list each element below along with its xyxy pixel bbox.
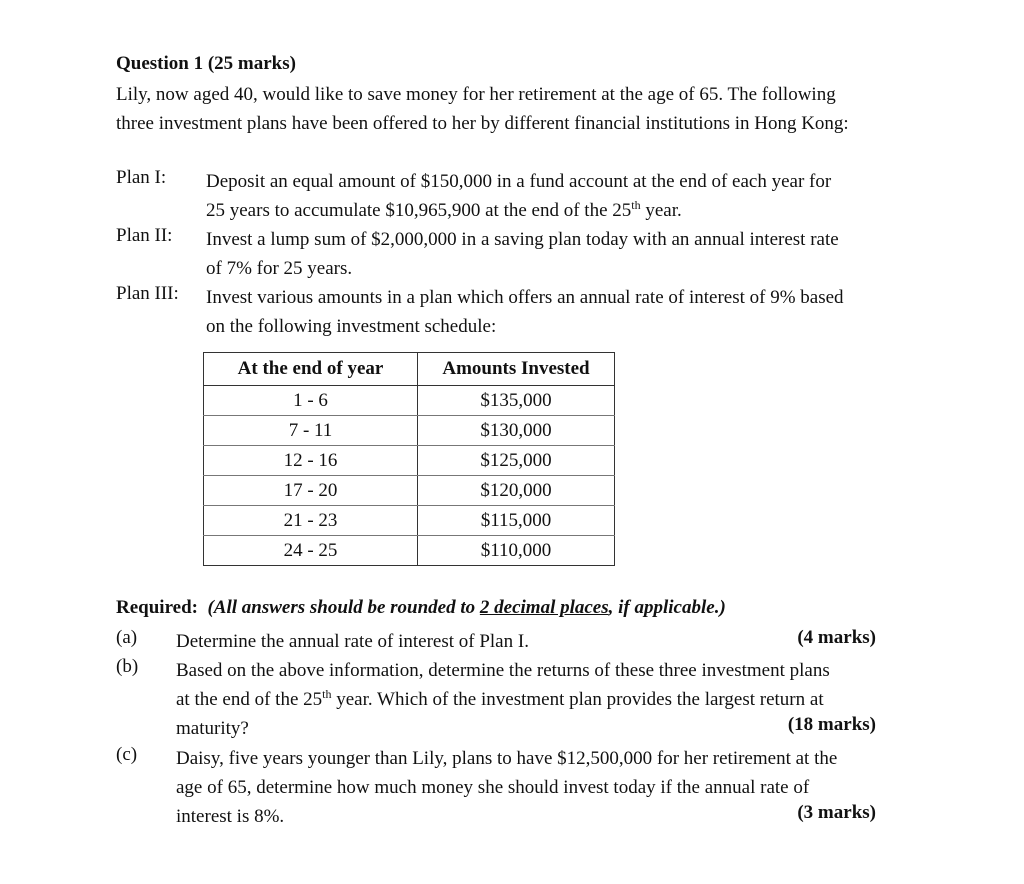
part-b-text xyxy=(176,656,876,743)
plan-2-line-1: Invest a lump sum of $2,000,000 in a saving plan today with an annual interest rate xyxy=(206,229,839,250)
intro-line-2: three investment plans have been offered to her by different financial institutions in Hong Kong: xyxy=(116,113,849,134)
table-header-row xyxy=(204,353,615,386)
table-cell-amount: $120,000 xyxy=(418,476,615,506)
plan-1-line-2-text: 25 years to accumulate $10,965,900 at the end of the 25 xyxy=(206,200,632,221)
part-b-superscript: th xyxy=(322,687,332,701)
part-b-marks: (18 marks) xyxy=(787,714,876,735)
table-cell-year: 24 - 25 xyxy=(204,536,418,566)
table-cell-amount: $135,000 xyxy=(418,386,615,416)
part-c-text xyxy=(176,744,876,831)
part-b-line-2-text: at the end of the 25 xyxy=(176,689,323,710)
plan-1-text xyxy=(206,167,886,225)
part-c-line-2: age of 65, determine how much money she should invest today if the annual rate of xyxy=(176,777,810,798)
required-label: Required: xyxy=(116,597,198,618)
part-b-line-2 xyxy=(176,685,876,714)
plan-1-line-2-end: year. xyxy=(640,200,682,221)
part-a-text: Determine the annual rate of interest of Plan I. xyxy=(176,631,529,652)
question-heading: Question 1 (25 marks) xyxy=(116,53,296,74)
required-note-end: , if applicable.) xyxy=(608,597,726,618)
part-c-line-3: interest is 8%. xyxy=(176,806,285,827)
plan-1-line-1: Deposit an equal amount of $150,000 in a fund account at the end of each year for xyxy=(206,171,832,192)
table-cell-amount: $125,000 xyxy=(418,446,615,476)
plan-2-line-2: of 7% for 25 years. xyxy=(206,258,353,279)
plan-1-line-2 xyxy=(206,196,886,225)
plan-1-label: Plan I: xyxy=(116,167,167,188)
table-row xyxy=(204,386,615,416)
plan-2-label: Plan II: xyxy=(116,225,173,246)
table-cell-year: 7 - 11 xyxy=(204,416,418,446)
required-line xyxy=(116,597,726,619)
part-b-label: (b) xyxy=(116,656,139,677)
plan-3-line-1: Invest various amounts in a plan which offers an annual rate of interest of 9% based xyxy=(206,287,844,308)
plan-3-text xyxy=(206,283,886,341)
table-cell-amount: $115,000 xyxy=(418,506,615,536)
part-b-line-3: maturity? xyxy=(176,718,249,739)
plan-1-superscript: th xyxy=(631,198,641,212)
table-cell-year: 1 - 6 xyxy=(204,386,418,416)
plan-3-label: Plan III: xyxy=(116,283,179,304)
required-note-start: (All answers should be rounded to xyxy=(207,597,480,618)
table-header-amount: Amounts Invested xyxy=(418,353,615,386)
part-b-line-1: Based on the above information, determine the returns of these three investment plans xyxy=(176,660,830,681)
required-note xyxy=(207,597,725,618)
question-intro xyxy=(116,80,886,138)
part-a-marks: (4 marks) xyxy=(797,627,876,648)
table-cell-amount: $110,000 xyxy=(418,536,615,566)
part-b-line-2-end: year. Which of the investment plan provides the largest return at xyxy=(331,689,824,710)
investment-schedule-table xyxy=(203,352,615,566)
table-cell-amount: $130,000 xyxy=(418,416,615,446)
plan-3-line-2: on the following investment schedule: xyxy=(206,316,497,337)
table-row xyxy=(204,536,615,566)
part-c-label: (c) xyxy=(116,744,138,765)
table-row xyxy=(204,476,615,506)
table-row xyxy=(204,446,615,476)
part-a-label: (a) xyxy=(116,627,138,648)
table-header-year: At the end of year xyxy=(204,353,418,386)
table-cell-year: 17 - 20 xyxy=(204,476,418,506)
intro-line-1: Lily, now aged 40, would like to save money for her retirement at the age of 65. The following xyxy=(116,84,836,105)
table-cell-year: 12 - 16 xyxy=(204,446,418,476)
table-row xyxy=(204,506,615,536)
plan-2-text xyxy=(206,225,886,283)
part-c-marks: (3 marks) xyxy=(797,802,876,823)
required-note-underlined: 2 decimal places xyxy=(479,597,609,618)
table-row xyxy=(204,416,615,446)
table-cell-year: 21 - 23 xyxy=(204,506,418,536)
part-c-line-1: Daisy, five years younger than Lily, plans to have $12,500,000 for her retirement at the xyxy=(176,748,838,769)
